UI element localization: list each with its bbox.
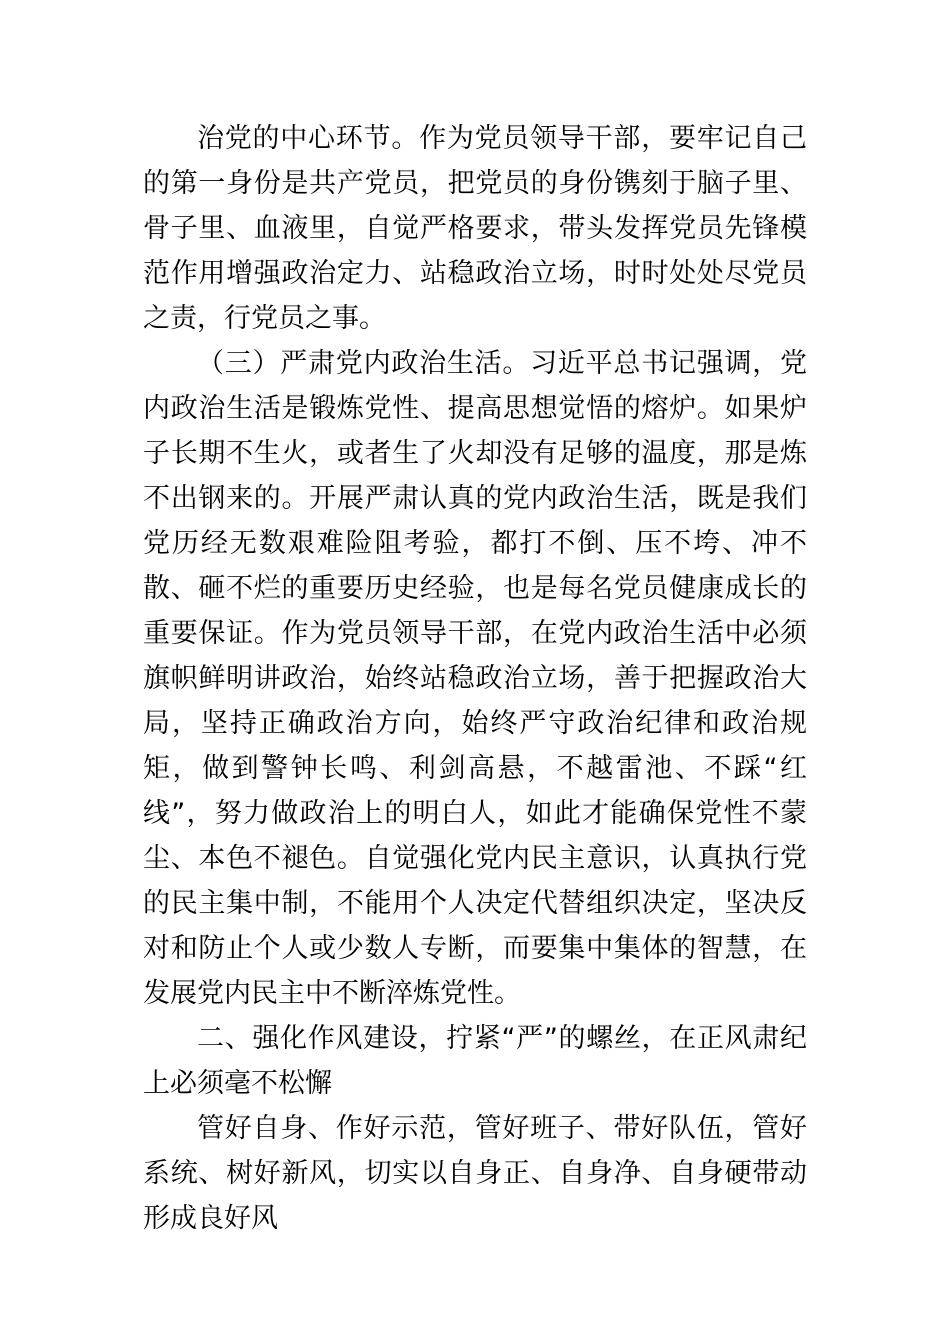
paragraph-continuation: 治党的中心环节。作为党员领导干部，要牢记自己的第一身份是共产党员，把党员的身份镌刻于脑子里、骨子里、血液里，自觉严格要求，带头发挥党员先锋模范作用增强政治定力、站稳政治立场，时时处处尽党员之责，行党员之事。 [143,123,807,334]
paragraph-body-cutoff: 管好自身、作好示范，管好班子、带好队伍，管好系统、树好新风，切实以自身正、自身净、自身硬带动形成良好风 [143,1113,807,1234]
document-body [143,116,807,1241]
paragraph-section-three: （三）严肃党内政治生活。习近平总书记强调，党内政治生活是锻炼党性、提高思想觉悟的熔炉。如果炉子长期不生火，或者生了火却没有足够的温度，那是炼不出钢来的。开展严肃认真的党内政治生活，既是我们党历经无数艰难险阻考验，都打不倒、压不垮、冲不散、砸不烂的重要历史经验，也是每名党员健康成长的重要保证。作为党员领导干部，在党内政治生活中必须旗帜鲜明讲政治，始终站稳政治立场，善于把握政治大局，坚持正确政治方向，始终严守政治纪律和政治规矩，做到警钟长鸣、利剑高悬，不越雷池、不踩“红线”，努力做政治上的明白人，如此才能确保党性不蒙尘、本色不褪色。自觉强化党内民主意识，认真执行党的民主集中制，不能用个人决定代替组织决定，坚决反对和防止个人或少数人专断，而要集中集体的智慧，在发展党内民主中不断淬炼党性。 [143,348,807,1009]
paragraph-heading-two: 二、强化作风建设，拧紧“严”的螺丝，在正风肃纪上必须毫不松懈 [143,1023,807,1099]
